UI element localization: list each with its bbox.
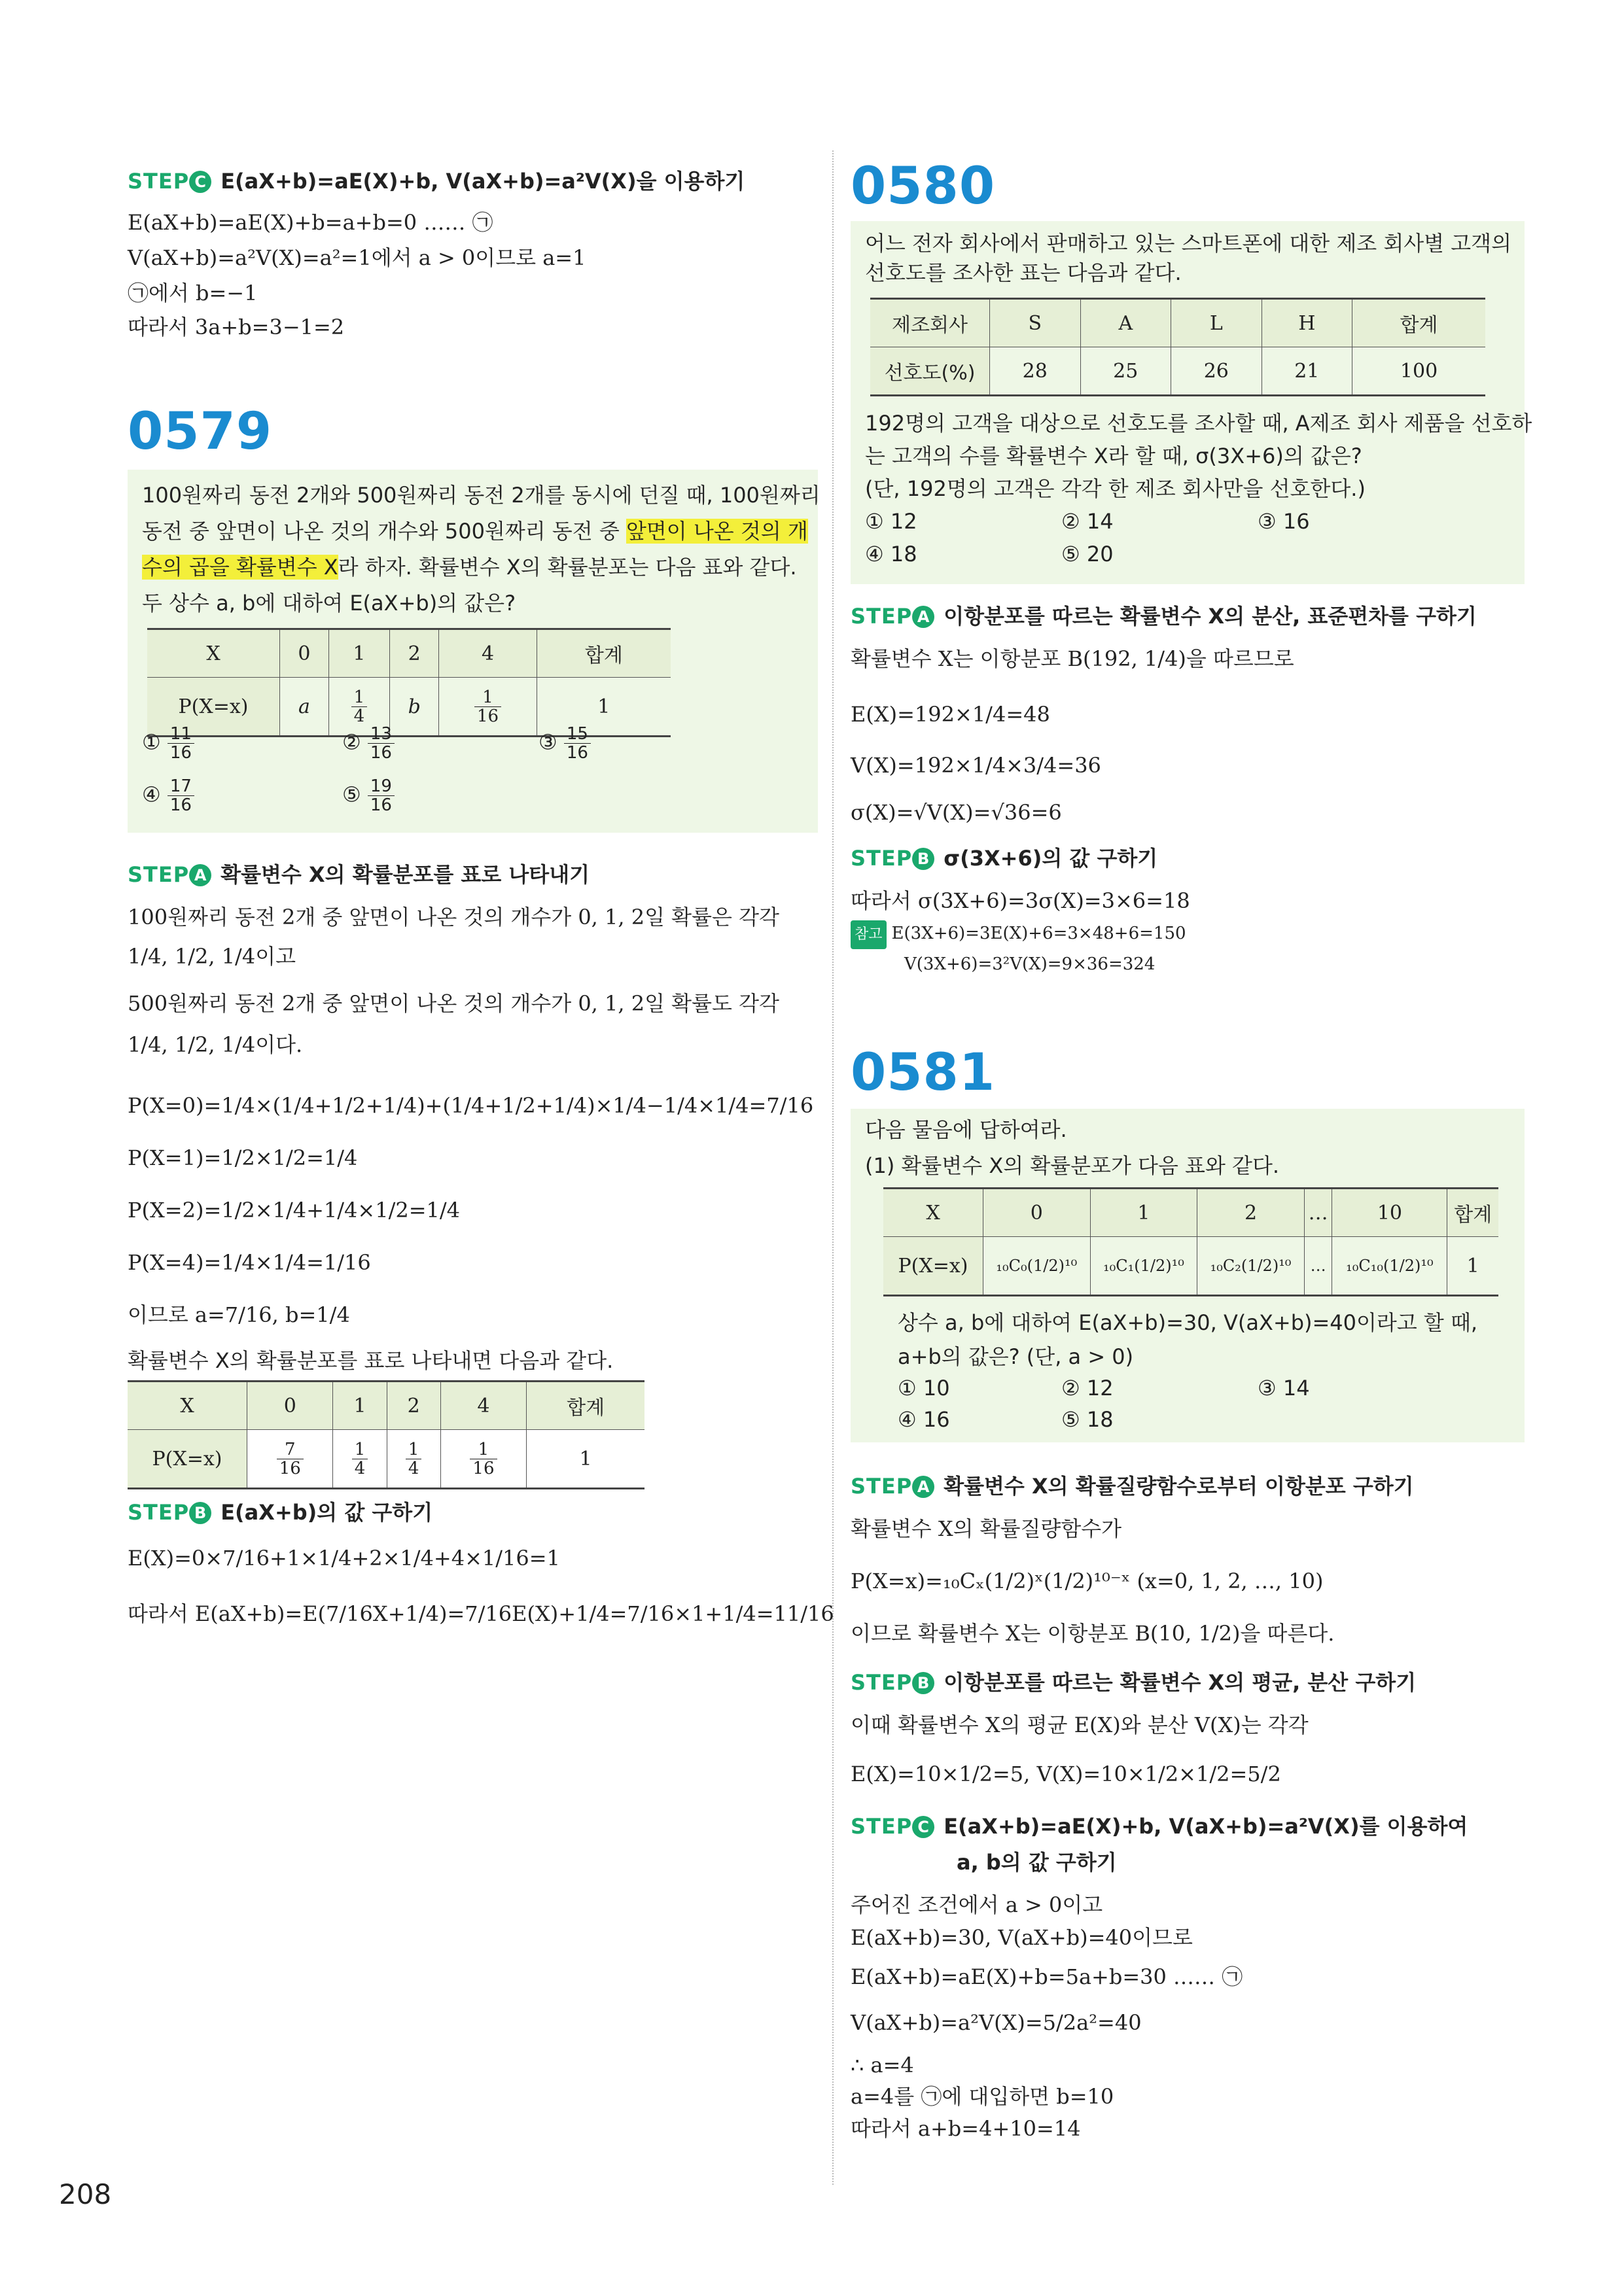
q0580-line-5: (단, 192명의 고객은 각각 한 제조 회사만을 선호한다.) [865,476,1366,501]
q0581-line-3: 상수 a, b에 대하여 E(aX+b)=30, V(aX+b)=40이라고 할 때, [898,1310,1478,1335]
choice-1[interactable]: ① 10 [898,1376,950,1400]
table-header: 1 [333,1382,387,1430]
table-cell: … [1304,1237,1332,1296]
choice-5[interactable]: ⑤ $\frac{19}{16}$ [342,777,395,814]
step-c-heading: STEP C E(aX+b)=aE(X)+b, V(aX+b)=a²V(X)를 이용하여 [851,1814,1468,1839]
table-cell: 28 [990,347,1081,396]
table-header: H [1262,299,1352,347]
sc-line: E(aX+b)=30, V(aX+b)=40이므로 [851,1925,1193,1950]
page-number: 208 [59,2178,112,2210]
table-header-row [128,1382,644,1430]
table-cell: a [280,678,329,737]
fraction: $\frac{1}{4}$ [351,688,368,725]
note-line-1: 참고 E(3X+6)=3E(X)+6=3×48+6=150 [851,919,1186,949]
choice-2[interactable]: ② 12 [1061,1376,1114,1400]
sb-line: E(X)=0×7/16+1×1/4+2×1/4+4×1/16=1 [128,1546,560,1571]
table-row-label: P(X=x) [128,1430,247,1489]
table-cell: 1 [527,1430,644,1489]
table-header: 합계 [1447,1189,1498,1237]
table-0580 [870,298,1485,396]
table-row-label: P(X=x) [147,678,280,737]
step-b-heading: STEP B σ(3X+6)의 값 구하기 [851,846,1158,871]
note-line-2: V(3X+6)=3²V(X)=9×36=324 [904,954,1156,974]
table-header: X [883,1189,983,1237]
q0580-line-4: 는 고객의 수를 확률변수 X라 할 때, σ(3X+6)의 값은? [865,444,1362,468]
sa-line: 확률변수 X의 확률질량함수가 [851,1516,1122,1541]
q0580-line-3: 192명의 고객을 대상으로 선호도를 조사할 때, A제조 회사 제품을 선호하 [865,411,1532,436]
step-c-line-4: 따라서 3a+b=3−1=2 [128,315,345,339]
table-cell: $\frac{1}{4}$ [387,1430,440,1489]
choice-1[interactable]: ① $\frac{11}{16}$ [142,725,194,762]
highlight-1: 앞면이 나온 것의 개 [626,519,808,544]
problem-number-0579: 0579 [128,402,273,461]
note-badge: 참고 [851,920,887,949]
q0581-line-4: a+b의 값은? (단, a > 0) [898,1344,1134,1369]
sc-line: 따라서 a+b=4+10=14 [851,2116,1081,2141]
table-header: 합계 [537,629,671,678]
table-header: 2 [1197,1189,1305,1237]
choice-2[interactable]: ② 14 [1061,509,1114,534]
sa-line: P(X=x)=₁₀Cₓ(1/2)ˣ(1/2)¹⁰⁻ˣ (x=0, 1, 2, …, 10) [851,1569,1324,1593]
sa-line: 100원짜리 동전 2개 중 앞면이 나온 것의 개수가 0, 1, 2일 확률은 각각 [128,905,779,930]
sa-line: 1/4, 1/2, 1/4이다. [128,1032,303,1057]
q0580-line-1: 어느 전자 회사에서 판매하고 있는 스마트폰에 대한 제조 회사별 고객의 [865,231,1511,256]
q0579-line-2: 동전 중 앞면이 나온 것의 개수와 500원짜리 동전 중 앞면이 나온 것의 개 [142,519,808,544]
sa-line: P(X=1)=1/2×1/2=1/4 [128,1145,358,1170]
table-cell: $\frac{1}{16}$ [440,1430,526,1489]
sb-line: 따라서 E(aX+b)=E(7/16X+1/4)=7/16E(X)+1/4=7/16×1+1/4=11/16 [128,1601,834,1626]
table-header: A [1080,299,1171,347]
table-cell [439,678,537,737]
table-header: 4 [440,1382,526,1430]
q0579-line-1: 100원짜리 동전 2개와 500원짜리 동전 2개를 동시에 던질 때, 100원짜리 [142,483,821,508]
choice-3[interactable]: ③ 14 [1258,1376,1310,1400]
table-header: 1 [328,629,389,678]
choice-2[interactable]: ② $\frac{13}{16}$ [342,725,395,762]
highlight-2: 수의 곱을 확률변수 X [142,555,338,580]
choice-1[interactable]: ① 12 [865,509,917,534]
table-cell: $\frac{1}{4}$ [333,1430,387,1489]
step-a-heading: STEP A 확률변수 X의 확률분포를 표로 나타내기 [128,862,590,887]
table-cell: ₁₀C₁(1/2)¹⁰ [1090,1237,1197,1296]
sa-line: 확률변수 X는 이항분포 B(192, 1/4)을 따르므로 [851,646,1294,671]
sa-line: 이므로 a=7/16, b=1/4 [128,1302,350,1327]
table-header-row [870,299,1485,347]
table-header-row [147,629,671,678]
step-a-heading: STEP A 이항분포를 따르는 확률변수 X의 분산, 표준편차를 구하기 [851,604,1477,629]
sa-line: E(X)=192×1/4=48 [851,702,1050,727]
sc-line: a=4를 ㉠에 대입하면 b=10 [851,2084,1114,2109]
sa-line: σ(X)=√V(X)=√36=6 [851,800,1062,825]
q0579-line-3: 수의 곱을 확률변수 X라 하자. 확률변수 X의 확률분포는 다음 표와 같다. [142,555,797,580]
table-cell: ₁₀C₀(1/2)¹⁰ [983,1237,1091,1296]
sb-line: E(X)=10×1/2=5, V(X)=10×1/2×1/2=5/2 [851,1762,1281,1786]
table-row-label: P(X=x) [883,1237,983,1296]
table-header: X [128,1382,247,1430]
choice-3[interactable]: ③ $\frac{15}{16}$ [538,725,591,762]
sa-line: P(X=4)=1/4×1/4=1/16 [128,1250,371,1275]
table-row [128,1430,644,1489]
sc-line: 주어진 조건에서 a > 0이고 [851,1892,1103,1917]
step-c-heading: STEP C E(aX+b)=aE(X)+b, V(aX+b)=a²V(X)을 이용하기 [128,169,745,194]
sa-line: 500원짜리 동전 2개 중 앞면이 나온 것의 개수가 0, 1, 2일 확률도 각각 [128,991,779,1016]
table-header: 2 [387,1382,440,1430]
table-header: L [1171,299,1262,347]
table-cell: 100 [1352,347,1485,396]
step-c-line-3: ㉠에서 b=−1 [128,281,258,305]
table-header: 합계 [1352,299,1485,347]
sa-line: P(X=2)=1/2×1/4+1/4×1/2=1/4 [128,1198,461,1223]
table-header: 0 [280,629,329,678]
fraction: $\frac{1}{16}$ [474,688,501,725]
choice-4[interactable]: ④ 16 [898,1407,950,1432]
table-cell: b [390,678,439,737]
column-divider [832,150,834,2185]
sa-line: V(X)=192×1/4×3/4=36 [851,753,1101,778]
problem-number-0581: 0581 [851,1043,996,1102]
table-cell: $\frac{7}{16}$ [247,1430,333,1489]
step-a-heading: STEP A 확률변수 X의 확률질량함수로부터 이항분포 구하기 [851,1474,1414,1499]
table-header: 0 [983,1189,1091,1237]
table-0579 [147,628,671,737]
table-header: X [147,629,280,678]
table-row [147,678,671,737]
step-c-line-2: V(aX+b)=a²V(X)=a²=1에서 a > 0이므로 a=1 [128,245,586,270]
table-header: 0 [247,1382,333,1430]
choice-5[interactable]: ⑤ 18 [1061,1407,1114,1432]
table-cell: 1 [1447,1237,1498,1296]
q0579-line-4: 두 상수 a, b에 대하여 E(aX+b)의 값은? [142,591,516,616]
table-0581 [883,1187,1498,1296]
table-cell: ₁₀C₂(1/2)¹⁰ [1197,1237,1305,1296]
sb-line: 이때 확률변수 X의 평균 E(X)와 분산 V(X)는 각각 [851,1713,1309,1737]
table-cell: ₁₀C₁₀(1/2)¹⁰ [1332,1237,1447,1296]
q0580-line-2: 선호도를 조사한 표는 다음과 같다. [865,260,1182,285]
table-header: 10 [1332,1189,1447,1237]
sb-line: 따라서 σ(3X+6)=3σ(X)=3×6=18 [851,888,1190,913]
table-header: S [990,299,1081,347]
q0581-line-2: (1) 확률변수 X의 확률분포가 다음 표와 같다. [865,1153,1280,1178]
step-b-heading: STEP B E(aX+b)의 값 구하기 [128,1500,433,1525]
table-header: 합계 [527,1382,644,1430]
step-b-heading: STEP B 이항분포를 따르는 확률변수 X의 평균, 분산 구하기 [851,1670,1417,1695]
table-header: 1 [1090,1189,1197,1237]
sa-line: 이므로 확률변수 X는 이항분포 B(10, 1/2)을 따른다. [851,1621,1335,1646]
choice-5[interactable]: ⑤ 20 [1061,542,1114,566]
table-header: … [1304,1189,1332,1237]
table-cell: 1 [537,678,671,737]
choice-4[interactable]: ④ $\frac{17}{16}$ [142,777,194,814]
q0581-line-1: 다음 물음에 답하여라. [865,1117,1067,1142]
table-header-row [883,1189,1498,1237]
table-0579-result [128,1380,644,1489]
sa-line: 1/4, 1/2, 1/4이고 [128,944,296,969]
table-row [870,347,1485,396]
sa-line: 확률변수 X의 확률분포를 표로 나타내면 다음과 같다. [128,1348,614,1373]
table-header: 4 [439,629,537,678]
sc-line: V(aX+b)=a²V(X)=5/2a²=40 [851,2010,1142,2035]
step-c-heading-2: a, b의 값 구하기 [957,1850,1117,1875]
table-cell: 26 [1171,347,1262,396]
sc-line: E(aX+b)=aE(X)+b=5a+b=30 …… ㉠ [851,1964,1243,1989]
step-c-line-1: E(aX+b)=aE(X)+b=a+b=0 …… ㉠ [128,210,493,235]
table-header: 2 [390,629,439,678]
table-row-label: 선호도(%) [870,347,990,396]
table-cell: 21 [1262,347,1352,396]
sc-line: ∴ a=4 [851,2053,914,2078]
choice-4[interactable]: ④ 18 [865,542,917,566]
sa-line: P(X=0)=1/4×(1/4+1/2+1/4)+(1/4+1/2+1/4)×1/4−1/4×1/4=7/16 [128,1093,814,1118]
table-cell: 25 [1080,347,1171,396]
table-row [883,1237,1498,1296]
table-header: 제조회사 [870,299,990,347]
choice-3[interactable]: ③ 16 [1258,509,1310,534]
problem-number-0580: 0580 [851,157,996,216]
